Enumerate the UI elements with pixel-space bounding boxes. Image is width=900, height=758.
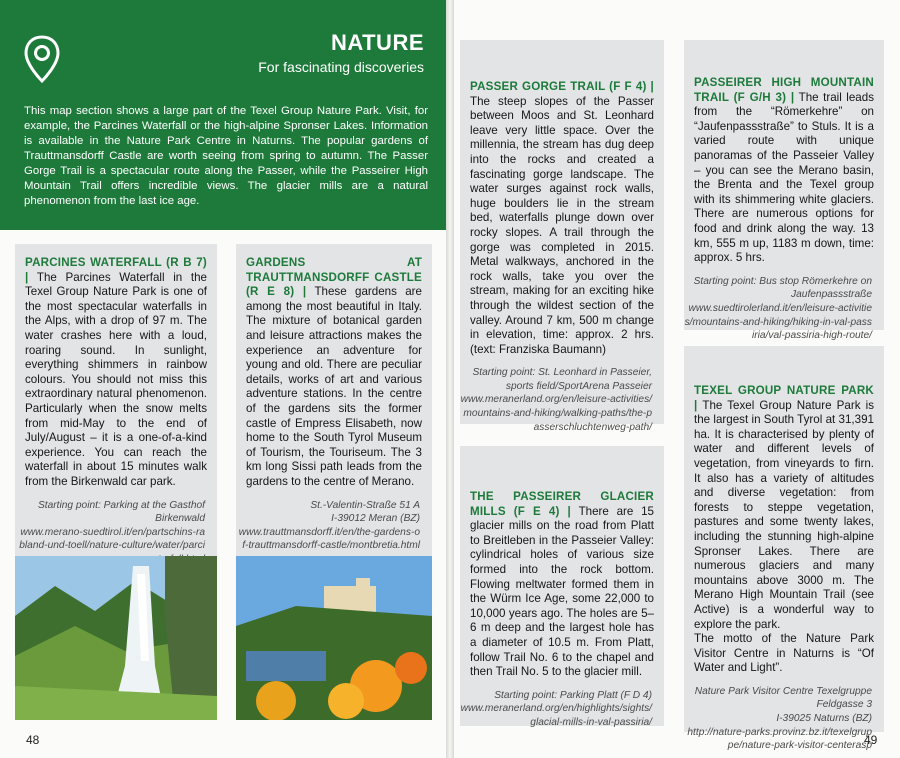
parcines-body: The Parcines Waterfall in the Texel Group Nature Park is one of the most spectacular waterfalls in the Alps, with a drop of 97 m. The water crashes here with a loud, roaring sound. In sunlight, everything shimmers in rainbow colours. You should not miss this extraordinary natural phenomenon. Particularly when the snow melts from mid-May to the end of July/August – it is a one-of-a-kind experience. You can reach the waterfall in about 15 minutes walk from the Birkenwald car park.: [25, 270, 207, 488]
passer-heading: PASSER GORGE TRAIL (F F 4) |: [470, 80, 654, 93]
left-page: [0, 0, 446, 758]
gardens-body: These gardens are among the most beautiful in Italy. The mixture of botanical garden and leisure attractions makes the experience an adventure for young and old. There are peculiar details, works of art and various adventure stations. In the centre of the gardens sits the former castle of Empress Elisabeth, now home to the South Tyrol Museum of Tourism, the Touriseum. The 3 km long Sissi path leads from the gardens to the centre of Merano.: [246, 285, 422, 488]
gardens-url[interactable]: www.trauttmansdorff.it/en/the-gardens-of-trauttmansdorff-castle/montbretia.html: [238, 526, 420, 552]
highmountain-body: The trail leads from the “Römerkehre” on “Jaufenpassstraße” to Stuls. It is a varied route with unique panoramas of the Passeier Valley – you can see the Merano basin, the Brenta and the Texel group with its shimmering white glaciers. There are numerous options for food and drink along the way. 13 km, 555 m up, 1183 m down, time: approx. 5 hrs.: [694, 90, 875, 265]
passer-starting-point: Starting point: St. Leonhard in Passeier, sports field/SportArena Passeier: [472, 367, 652, 392]
texel-motto: The motto of the Nature Park Visitor Centre in Naturns is “Of Water and Light”.: [694, 632, 874, 675]
waterfall-photo: [15, 556, 217, 720]
glacier-starting-point: Starting point: Parking Platt (F D 4): [494, 689, 652, 701]
section-title: NATURE: [330, 30, 424, 55]
glacier-url[interactable]: www.meranerland.org/en/highlights/sights/glacial-mills-in-val-passiria/: [460, 703, 652, 728]
highmountain-url[interactable]: www.suedtirolerland.it/en/leisure-activities/mountains-and-hiking/hiking-in-val-passiria/val-passiria-high-route/: [684, 302, 872, 342]
passer-url[interactable]: www.meranerland.org/en/leisure-activities/mountains-and-hiking/walking-paths/the-passerschluchtenweg-path/: [460, 394, 652, 433]
gardens-address-line2: I-39012 Meran (BZ): [331, 513, 420, 525]
location-pin-icon: [22, 34, 62, 84]
gardens-heading: GARDENS AT TRAUTTMANSDORFF CASTLE (R E 8) |: [246, 256, 422, 299]
parcines-url[interactable]: www.merano-suedtirol.it/en/partschins-rabland-und-toell/nature-culture/water/parci: [19, 526, 205, 552]
highmountain-heading: PASSEIRER HIGH MOUNTAIN TRAIL (F G/H 3) |: [694, 76, 874, 104]
texel-body: The Texel Group Nature Park is the largest in South Tyrol at 31,391 ha. It is characterised by plenty of water and different levels of vegetation, from vineyards to firn. It also has a variety of altitudes and diverse vegetation: from forests to steppe vegetation, pastures and some twenty lakes, including the stunning high-alpine Spronser Lakes. There are numerous glaciers and many mountains above 3000 m. The Merano High Mountain Trail (see Active) is a wonderful way to explore the park.: [694, 398, 874, 631]
book-gutter: [446, 0, 454, 758]
page-number-right: 49: [864, 733, 878, 747]
right-page: [454, 0, 900, 758]
glacier-mills-card: [460, 446, 664, 726]
passer-body: The steep slopes of the Passer between Moos and St. Leonhard leave very little space. Over the millennia, the stream has dug deep into the rocks and created a fascinating gorge landscape. The water surges against rock walls, huge boulders lie in the stream bed, waterfalls plunge down over rocky slopes. A trail through the gorge was completed in 2015. Metal walkways, anchored in the rock walls, take you over the stream, making for an exciting hike through the wildest section of the valley. Around 7 km, 500 m change in elevation, time: approx. 2 hrs. (text: Franziska Baumann): [470, 94, 654, 356]
texel-heading: TEXEL GROUP NATURE PARK |: [694, 384, 874, 412]
highmountain-starting-point: Starting point: Bus stop Römerkehre on Jaufenpassstraße: [693, 275, 872, 301]
high-mountain-trail-card: [684, 40, 884, 342]
texel-address-line3: I-39025 Naturns (BZ): [776, 713, 872, 725]
nature-header-banner: [0, 0, 446, 230]
texel-url[interactable]: http://nature-parks.provinz.bz.it/texelgruppe/nature-park-visitor-centerasp: [687, 726, 872, 752]
gardens-address-line1: St.-Valentin-Straße 51 A: [310, 499, 420, 511]
passer-gorge-trail-card: [460, 40, 664, 433]
page-number-left: 48: [26, 733, 40, 747]
parcines-heading: PARCINES WATERFALL (R B 7) |: [25, 256, 207, 284]
texel-address-line2: Feldgasse 3: [816, 699, 872, 711]
parcines-starting-point: Starting point: Parking at the Gasthof Birkenwald: [37, 499, 205, 525]
parcines-waterfall-card: [15, 244, 217, 720]
glacier-heading: THE PASSEIRER GLACIER MILLS (F E 4) |: [470, 490, 654, 518]
section-subtitle: For fascinating discoveries: [258, 59, 424, 75]
gardens-photo: [236, 556, 432, 720]
texel-address-line1: Nature Park Visitor Centre Texelgruppe: [694, 685, 872, 697]
gardens-trauttmansdorff-card: [236, 244, 432, 720]
intro-text: This map section shows a large part of the Texel Group Nature Park. Visit, for example, the Parcines Waterfall or the high-alpine Spronser Lakes. Information is available in the Nature Park Centre in Naturns. The popular gardens of Trauttmansdorff Castle are worth seeing from spring to autumn. The Passer Gorge Trail is a spectacular route along the Passer, while the Passeirer High Mountain Trail offers incredible views. The glacier mills are a natural phenomenon from the last ice age.: [24, 105, 428, 207]
glacier-body: There are 15 glacier mills on the road from Platt to Breitleben in the Passeier Valley: cylindrical holes of various size formed into the rock bottom. Flowing meltwater formed them in the Würm Ice Age, some 22,000 to 10,000 years ago. The holes are 5–6 m deep and the largest hole has a diameter of 10.5 m. From Platt, follow Trail No. 6 to the chapel and then Trail No. 5 to the glacier mill.: [470, 504, 655, 679]
